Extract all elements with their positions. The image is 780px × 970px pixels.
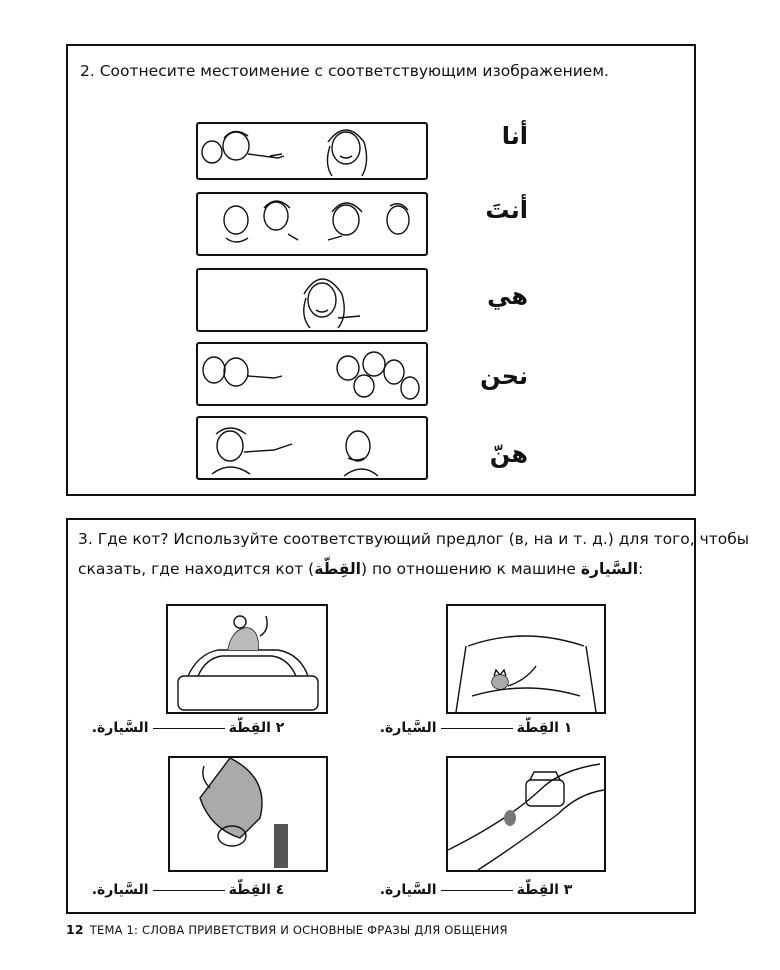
exercise-3-instruction-line1: 3. Где кот? Используйте соответствующий предлог (в, на и т. д.) для того, чтобы <box>78 530 750 548</box>
pronoun-anta: أنتَ <box>485 196 528 224</box>
car-word: السَّيارة <box>580 560 639 578</box>
footer-text: ТЕМА 1: СЛОВА ПРИВЕТСТВИЯ И ОСНОВНЫЕ ФРАЗЫ ДЛЯ ОБЩЕНИЯ <box>89 923 508 937</box>
caption-3-cat: القِطّة <box>516 882 559 898</box>
caption-2-number: ٢ <box>275 720 285 736</box>
exercise-2-instruction: 2. Соотнесите местоимение с соответствующим изображением. <box>80 62 609 80</box>
caption-1-car: السَّيارة. <box>379 720 437 736</box>
panel-nahnu-illustration <box>196 342 428 406</box>
instruction-text-pre: сказать, где находится кот ( <box>78 560 315 578</box>
answer-blank-2[interactable] <box>153 727 225 729</box>
instruction-text-end: : <box>638 560 644 578</box>
pronoun-nahnu: نحن <box>480 362 528 390</box>
page-footer <box>66 922 508 937</box>
page-number: 12 <box>66 922 84 937</box>
panel-ana-illustration <box>196 122 428 180</box>
panel-hiya-illustration <box>196 268 428 332</box>
exercise-3-box <box>66 518 750 914</box>
pronoun-ana: أنا <box>501 122 528 150</box>
pronoun-hiya: هي <box>487 282 528 310</box>
exercise-3-instruction-line2 <box>78 554 643 584</box>
answer-blank-4[interactable] <box>153 889 225 891</box>
caption-3-car: السَّيارة. <box>379 882 437 898</box>
exercise-2-box <box>66 44 696 496</box>
pronoun-hunna: هنّ <box>489 440 528 468</box>
caption-1-number: ١ <box>563 720 573 736</box>
instruction-text-mid: ) по отношению к машине <box>361 560 581 578</box>
caption-2 <box>58 720 318 736</box>
caption-4-car: السَّيارة. <box>91 882 149 898</box>
caption-2-cat: القِطّة <box>228 720 271 736</box>
caption-1 <box>346 720 606 736</box>
frame-cat-next-to-car <box>446 756 606 872</box>
caption-3 <box>346 882 606 898</box>
caption-3-number: ٣ <box>563 882 573 898</box>
caption-1-cat: القِطّة <box>516 720 559 736</box>
answer-blank-3[interactable] <box>441 889 513 891</box>
panel-hunna-illustration <box>196 416 428 480</box>
cat-word: القِطّة <box>314 560 361 578</box>
frame-cat-on-car <box>166 604 328 714</box>
caption-4 <box>58 882 318 898</box>
caption-2-car: السَّيارة. <box>91 720 149 736</box>
frame-cat-in-car <box>446 604 606 714</box>
answer-blank-1[interactable] <box>441 727 513 729</box>
caption-4-cat: القِطّة <box>228 882 271 898</box>
caption-4-number: ٤ <box>275 882 285 898</box>
frame-cat-under-car <box>168 756 328 872</box>
panel-anta-illustration <box>196 192 428 256</box>
